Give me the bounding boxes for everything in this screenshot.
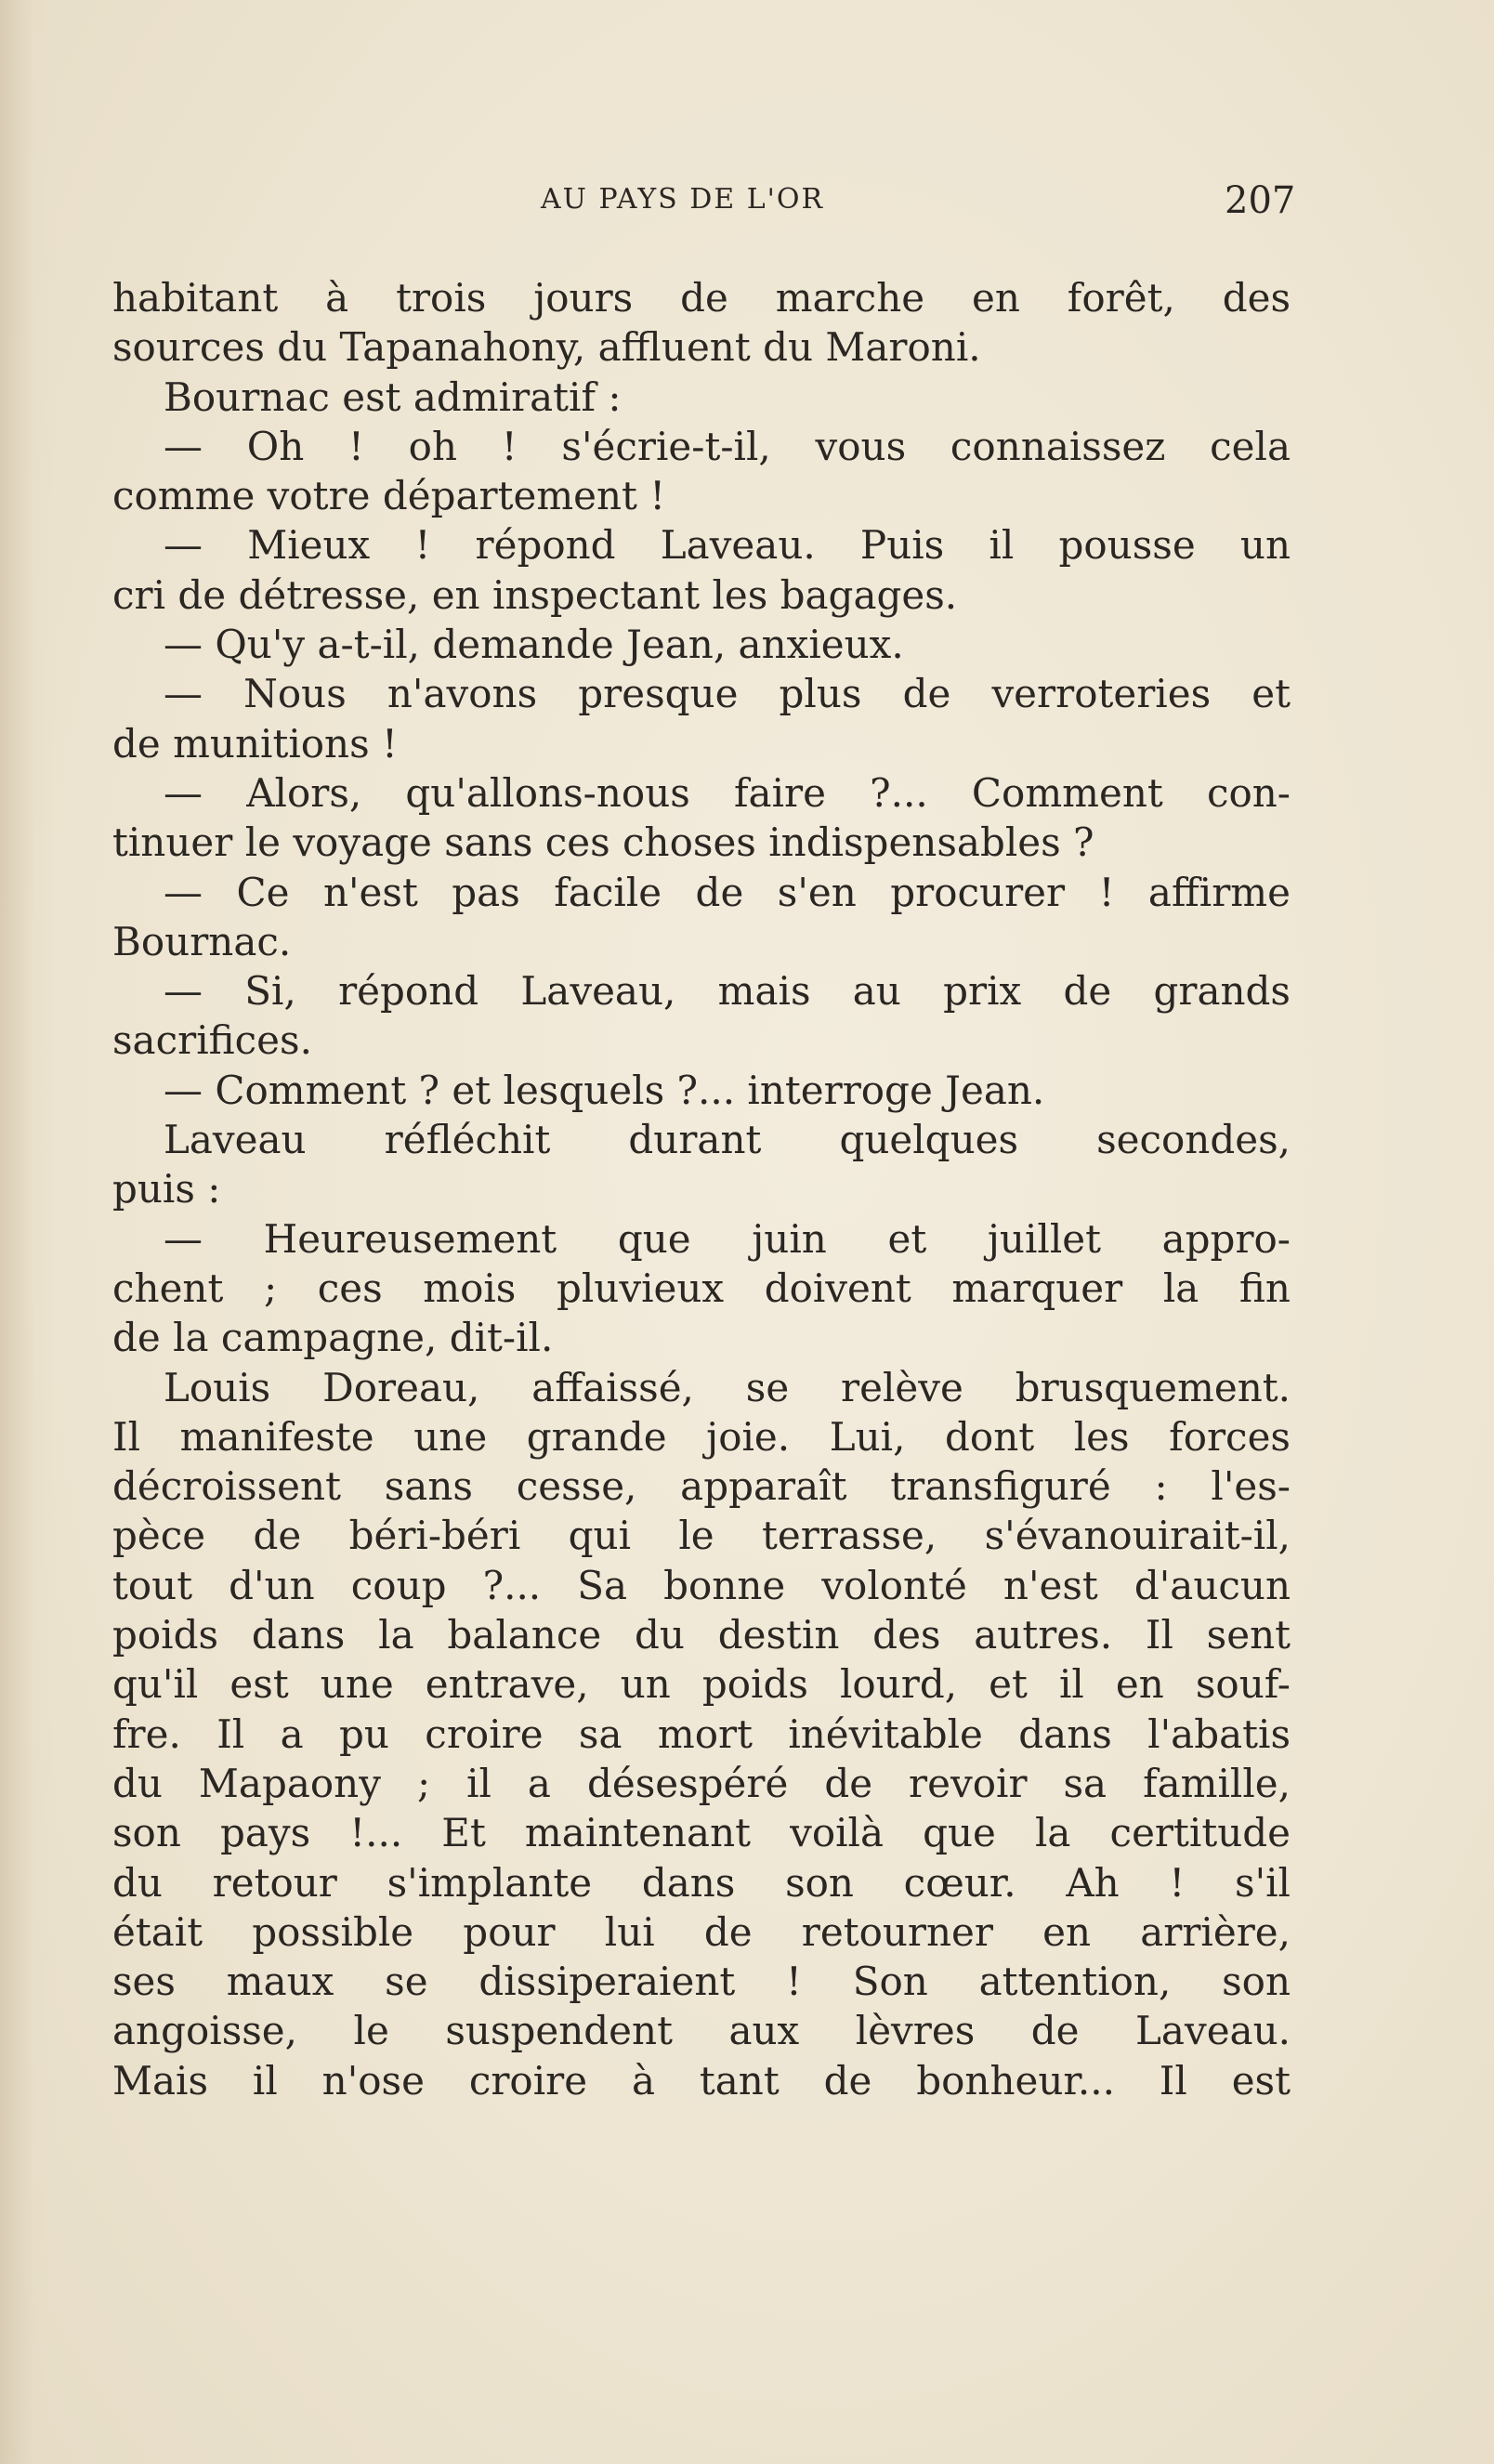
text-line: habitant à trois jours de marche en forêt, des xyxy=(112,275,1291,321)
text-line: fre. Il a pu croire sa mort inévitable dans l'abatis xyxy=(112,1710,1291,1757)
gutter-shadow xyxy=(0,0,56,2464)
running-head-title: AU PAYS DE L'OR xyxy=(541,183,825,216)
text-line: tinuer le voyage sans ces choses indispensables ? xyxy=(112,819,1094,866)
text-line: qu'il est une entrave, un poids lourd, et il en souf- xyxy=(112,1661,1291,1708)
text-line: — Ce n'est pas facile de s'en procurer ! affirme xyxy=(164,869,1291,915)
text-line: poids dans la balance du destin des autres. Il sent xyxy=(112,1612,1291,1658)
text-line: du retour s'implante dans son cœur. Ah ! s'il xyxy=(112,1859,1291,1906)
text-line: décroissent sans cesse, apparaît transfiguré : l'es- xyxy=(112,1463,1291,1510)
text-line: était possible pour lui de retourner en arrière, xyxy=(112,1908,1291,1955)
page-number: 207 xyxy=(1225,179,1296,222)
text-line: — Alors, qu'allons-nous faire ?... Comment con- xyxy=(164,769,1291,816)
text-line: — Nous n'avons presque plus de verroteries et xyxy=(164,671,1291,717)
text-line: — Mieux ! répond Laveau. Puis il pousse un xyxy=(164,522,1291,569)
text-line: — Qu'y a-t-il, demande Jean, anxieux. xyxy=(164,622,904,668)
text-line: ses maux se dissiperaient ! Son attention, son xyxy=(112,1959,1291,2005)
text-line: de munitions ! xyxy=(112,720,398,767)
text-line: pèce de béri-béri qui le terrasse, s'évanouirait-il, xyxy=(112,1513,1291,1559)
body-text xyxy=(112,273,1291,2105)
text-line: — Si, répond Laveau, mais au prix de grands xyxy=(164,968,1291,1015)
text-line: sources du Tapanahony, affluent du Maroni. xyxy=(112,324,981,371)
text-line: son pays !... Et maintenant voilà que la certitude xyxy=(112,1810,1291,1856)
text-line: Bournac est admiratif : xyxy=(164,374,622,420)
text-line: Laveau réfléchit durant quelques secondes, xyxy=(164,1117,1291,1163)
text-line: sacrifices. xyxy=(112,1017,312,1064)
text-line: Il manifeste une grande joie. Lui, dont les forces xyxy=(112,1413,1291,1460)
text-line: — Comment ? et lesquels ?... interroge Jean. xyxy=(164,1067,1045,1113)
text-line: puis : xyxy=(112,1166,221,1212)
text-line: Mais il n'ose croire à tant de bonheur... Il est xyxy=(112,2057,1291,2104)
text-line: du Mapaony ; il a désespéré de revoir sa famille, xyxy=(112,1760,1291,1806)
text-line: — Oh ! oh ! s'écrie-t-il, vous connaissez cela xyxy=(164,423,1291,469)
text-line: Bournac. xyxy=(112,918,292,964)
text-line: Louis Doreau, affaissé, se relève brusquement. xyxy=(164,1364,1291,1410)
text-line: angoisse, le suspendent aux lèvres de Laveau. xyxy=(112,2008,1291,2054)
text-line: de la campagne, dit-il. xyxy=(112,1315,554,1361)
text-line: comme votre département ! xyxy=(112,473,666,519)
text-line: — Heureusement que juin et juillet appro- xyxy=(164,1215,1291,1262)
running-head xyxy=(0,179,1494,226)
text-line: cri de détresse, en inspectant les bagages. xyxy=(112,571,958,618)
text-line: chent ; ces mois pluvieux doivent marquer la fin xyxy=(112,1265,1291,1311)
text-line: tout d'un coup ?... Sa bonne volonté n'est d'aucun xyxy=(112,1562,1291,1608)
